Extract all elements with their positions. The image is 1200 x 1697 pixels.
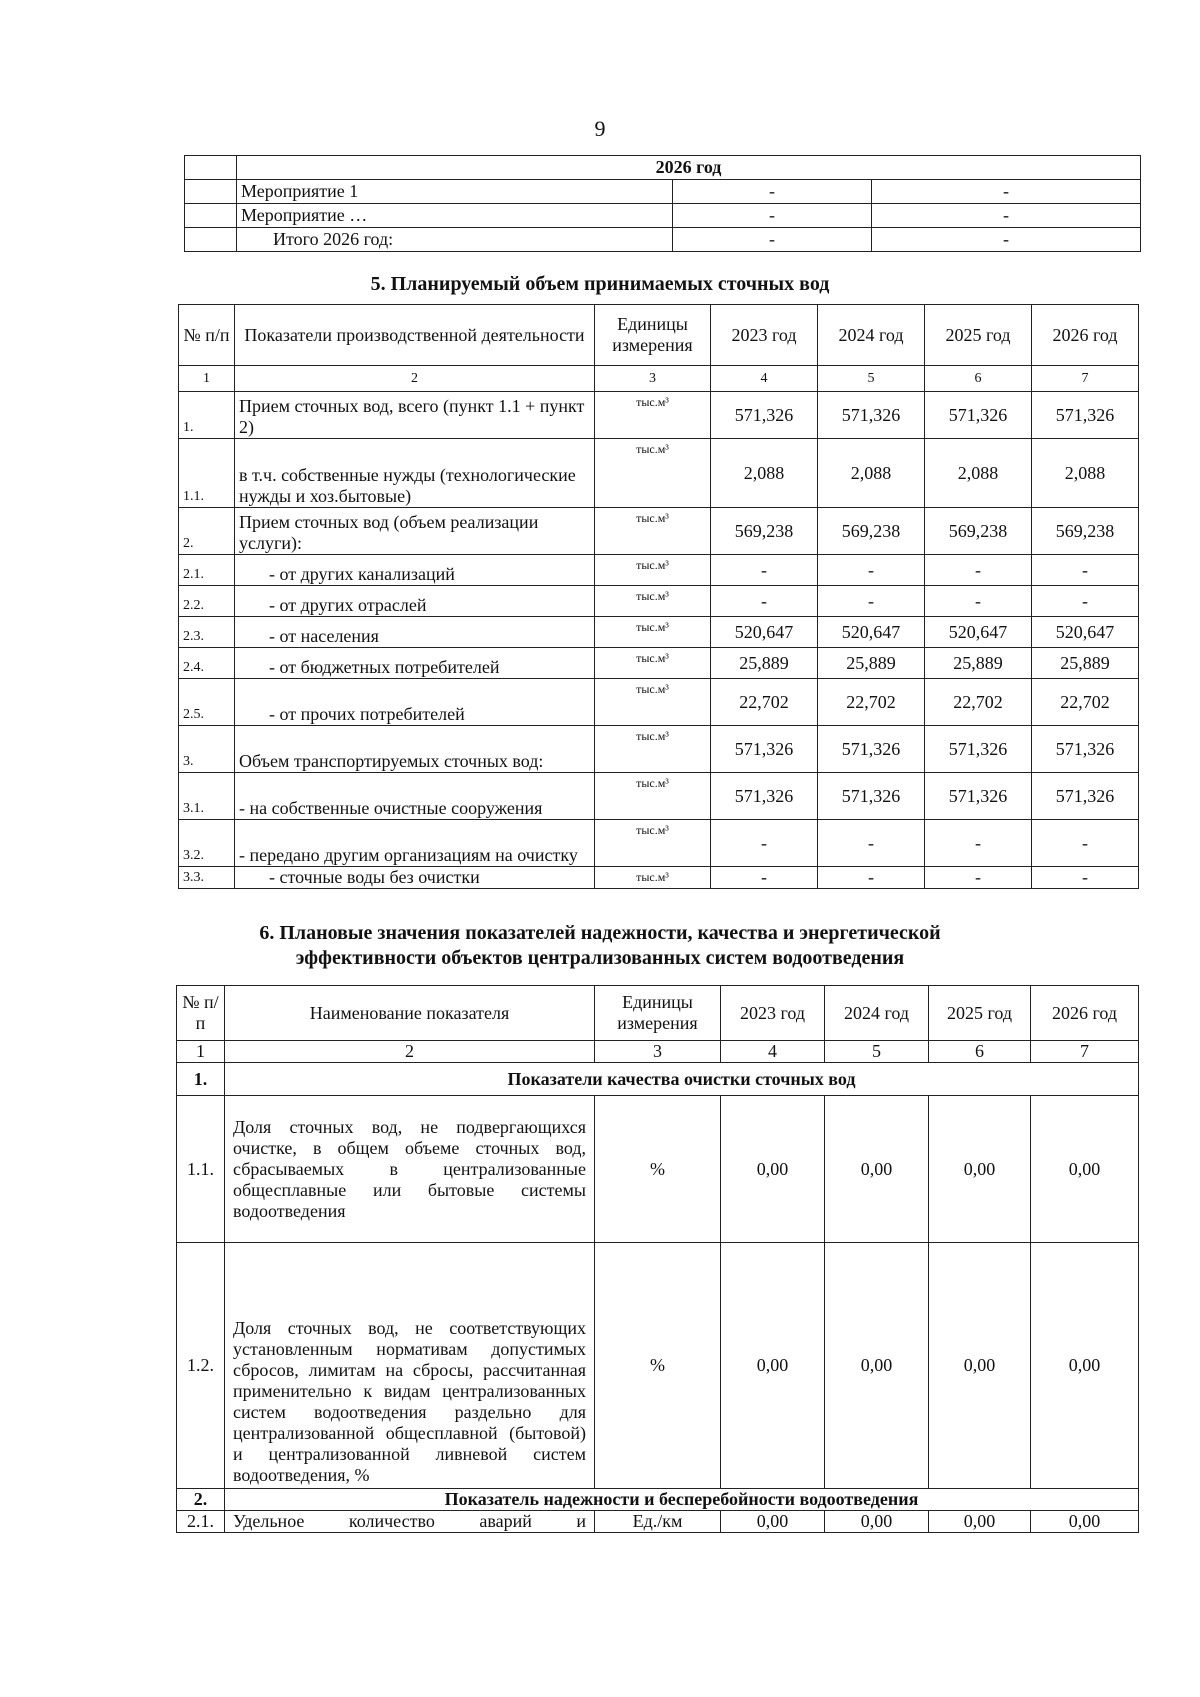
row-value: -	[925, 820, 1032, 867]
row-value: 25,889	[711, 648, 818, 679]
col-number: 6	[929, 1041, 1031, 1063]
row-value: 22,702	[1032, 679, 1139, 726]
row-name: Доля сточных вод, не соответствующих установленным нормативам допустимых сбросов, лимитам на сбросы, рассчитанная применительно к видам централизованных систем водоотведения раздельно для централизованной общесплавной (бытовой) и централизованной ливневой систем водоотведения, %	[225, 1243, 595, 1489]
top-measures-table	[184, 155, 1141, 252]
row-num: 1.	[179, 392, 235, 439]
row-num: 3.1.	[179, 773, 235, 820]
row-value: 569,238	[925, 508, 1032, 555]
row-num: 3.2.	[179, 820, 235, 867]
col-number: 2	[225, 1041, 595, 1063]
row-value: 571,326	[1032, 773, 1139, 820]
row-value: 22,702	[925, 679, 1032, 726]
header-2026: 2026 год	[1032, 305, 1139, 366]
header-num: № п/п	[177, 986, 225, 1041]
table-row	[179, 820, 1139, 867]
top-table-row-value: -	[872, 228, 1141, 252]
table-row	[179, 648, 1139, 679]
row-value: 22,702	[711, 679, 818, 726]
row-value: -	[711, 586, 818, 617]
row-value: 0,00	[825, 1243, 929, 1489]
row-value: 571,326	[818, 726, 925, 773]
col-number: 7	[1031, 1041, 1139, 1063]
row-value: -	[925, 867, 1032, 889]
top-table-row-value: -	[872, 204, 1141, 228]
row-name: Прием сточных вод (объем реализации услуги):	[235, 508, 595, 555]
row-value: -	[818, 867, 925, 889]
top-table-row-name: Мероприятие 1	[237, 180, 673, 204]
row-value: 571,326	[925, 773, 1032, 820]
group-title: Показатель надежности и бесперебойности водоотведения	[225, 1489, 1139, 1511]
row-value: 571,326	[711, 773, 818, 820]
row-name: - от населения	[235, 617, 595, 648]
header-2023: 2023 год	[721, 986, 825, 1041]
header-unit: Единицы измерения	[595, 986, 721, 1041]
row-num: 2.3.	[179, 617, 235, 648]
row-value: 520,647	[818, 617, 925, 648]
row-value: 0,00	[825, 1511, 929, 1533]
row-name: - сточные воды без очистки	[235, 867, 595, 889]
top-table-row-num	[185, 204, 237, 228]
top-table-row-value: -	[673, 180, 872, 204]
section5-table	[178, 304, 1139, 889]
col-number: 1	[179, 366, 235, 392]
row-value: 571,326	[925, 726, 1032, 773]
col-number: 4	[721, 1041, 825, 1063]
row-unit: тыс.м³	[595, 439, 711, 508]
row-value: -	[818, 555, 925, 586]
row-value: 0,00	[1031, 1096, 1139, 1243]
table-row	[179, 439, 1139, 508]
row-value: -	[1032, 820, 1139, 867]
header-2023: 2023 год	[711, 305, 818, 366]
row-value: 2,088	[818, 439, 925, 508]
group-num: 1.	[177, 1063, 225, 1096]
section6-title-line2: эффективности объектов централизованных систем водоотведения	[295, 947, 905, 969]
col-number: 2	[235, 366, 595, 392]
table-row	[179, 867, 1139, 889]
row-value: 2,088	[1032, 439, 1139, 508]
row-num: 1.1.	[179, 439, 235, 508]
row-num: 2.5.	[179, 679, 235, 726]
table-row	[179, 586, 1139, 617]
row-value: 0,00	[929, 1096, 1031, 1243]
top-table-row-value: -	[673, 204, 872, 228]
top-table-row-num	[185, 228, 237, 252]
row-value: 0,00	[721, 1096, 825, 1243]
section5-title: 5. Планируемый объем принимаемых сточных вод	[370, 273, 830, 295]
section6-title-line1: 6. Плановые значения показателей надежности, качества и энергетической	[259, 922, 941, 944]
header-2024: 2024 год	[825, 986, 929, 1041]
row-unit: тыс.м³	[595, 679, 711, 726]
row-name: - на собственные очистные сооружения	[235, 773, 595, 820]
row-value: 0,00	[1031, 1243, 1139, 1489]
row-num: 1.2.	[177, 1243, 225, 1489]
col-number: 1	[177, 1041, 225, 1063]
row-value: 2,088	[711, 439, 818, 508]
col-number: 4	[711, 366, 818, 392]
row-name: - от прочих потребителей	[235, 679, 595, 726]
row-value: 571,326	[711, 392, 818, 439]
row-name: - от бюджетных потребителей	[235, 648, 595, 679]
row-name: в т.ч. собственные нужды (технологические нужды и хоз.бытовые)	[235, 439, 595, 508]
row-name: - передано другим организациям на очистку	[235, 820, 595, 867]
header-2024: 2024 год	[818, 305, 925, 366]
row-num: 2.	[179, 508, 235, 555]
row-value: 569,238	[818, 508, 925, 555]
row-num: 3.	[179, 726, 235, 773]
row-value: -	[1032, 555, 1139, 586]
row-value: 0,00	[1031, 1511, 1139, 1533]
row-value: 571,326	[711, 726, 818, 773]
top-table-row-value: -	[673, 228, 872, 252]
row-value: -	[711, 820, 818, 867]
header-name: Показатели производственной деятельности	[235, 305, 595, 366]
row-value: -	[711, 555, 818, 586]
row-unit: тыс.м³	[595, 555, 711, 586]
row-value: 571,326	[1032, 392, 1139, 439]
group-title: Показатели качества очистки сточных вод	[225, 1063, 1139, 1096]
table-row	[179, 679, 1139, 726]
row-value: 0,00	[721, 1243, 825, 1489]
row-value: 0,00	[825, 1096, 929, 1243]
row-unit: тыс.м³	[595, 773, 711, 820]
row-name: Объем транспортируемых сточных вод:	[235, 726, 595, 773]
row-value: 520,647	[711, 617, 818, 648]
row-value: -	[925, 586, 1032, 617]
row-value: 25,889	[925, 648, 1032, 679]
top-table-total-label: Итого 2026 год:	[237, 228, 673, 252]
row-value: -	[925, 555, 1032, 586]
col-number: 3	[595, 1041, 721, 1063]
row-value: 2,088	[925, 439, 1032, 508]
row-name: - от других отраслей	[235, 586, 595, 617]
col-number: 6	[925, 366, 1032, 392]
row-name: Удельное количество аварий и	[225, 1511, 595, 1533]
section6-table	[176, 985, 1139, 1533]
row-value: 22,702	[818, 679, 925, 726]
row-value: -	[1032, 586, 1139, 617]
row-unit: тыс.м³	[595, 617, 711, 648]
header-num: № п/п	[179, 305, 235, 366]
row-num: 2.1.	[177, 1511, 225, 1533]
row-value: -	[818, 586, 925, 617]
row-unit: тыс.м³	[595, 867, 711, 889]
table-row	[179, 508, 1139, 555]
row-value: 0,00	[721, 1511, 825, 1533]
header-2025: 2025 год	[925, 305, 1032, 366]
page-number: 9	[594, 116, 606, 141]
row-value: 571,326	[818, 392, 925, 439]
row-value: 569,238	[1032, 508, 1139, 555]
table-row	[179, 555, 1139, 586]
header-name: Наименование показателя	[225, 986, 595, 1041]
row-value: 571,326	[1032, 726, 1139, 773]
row-value: 571,326	[925, 392, 1032, 439]
row-unit: %	[595, 1243, 721, 1489]
top-table-empty-cell	[185, 156, 237, 180]
row-num: 2.4.	[179, 648, 235, 679]
row-unit: тыс.м³	[595, 648, 711, 679]
col-number: 5	[825, 1041, 929, 1063]
row-value: -	[1032, 867, 1139, 889]
table-row	[179, 726, 1139, 773]
row-value: 569,238	[711, 508, 818, 555]
group-num: 2.	[177, 1489, 225, 1511]
row-value: 520,647	[1032, 617, 1139, 648]
row-unit: Ед./км	[595, 1511, 721, 1533]
row-value: 25,889	[818, 648, 925, 679]
row-num: 3.3.	[179, 867, 235, 889]
row-name: - от других канализаций	[235, 555, 595, 586]
row-value: -	[711, 867, 818, 889]
header-2026: 2026 год	[1031, 986, 1139, 1041]
row-value: 0,00	[929, 1511, 1031, 1533]
header-unit: Единицы измерения	[595, 305, 711, 366]
row-value: -	[818, 820, 925, 867]
row-name: Прием сточных вод, всего (пункт 1.1 + пункт 2)	[235, 392, 595, 439]
col-number: 5	[818, 366, 925, 392]
row-unit: тыс.м³	[595, 726, 711, 773]
col-number: 7	[1032, 366, 1139, 392]
table-row	[179, 392, 1139, 439]
table-row	[179, 773, 1139, 820]
col-number: 3	[595, 366, 711, 392]
header-2025: 2025 год	[929, 986, 1031, 1041]
top-table-row-num	[185, 180, 237, 204]
row-unit: тыс.м³	[595, 820, 711, 867]
row-num: 2.1.	[179, 555, 235, 586]
row-unit: тыс.м³	[595, 508, 711, 555]
row-unit: тыс.м³	[595, 586, 711, 617]
top-table-row-name: Мероприятие …	[237, 204, 673, 228]
row-value: 571,326	[818, 773, 925, 820]
row-value: 0,00	[929, 1243, 1031, 1489]
row-value: 520,647	[925, 617, 1032, 648]
table-row	[179, 617, 1139, 648]
top-table-row-value: -	[872, 180, 1141, 204]
row-name: Доля сточных вод, не подвергающихся очистке, в общем объеме сточных вод, сбрасываемых в централизованные общесплавные или бытовые системы водоотведения	[225, 1096, 595, 1243]
row-unit: %	[595, 1096, 721, 1243]
row-unit: тыс.м³	[595, 392, 711, 439]
row-value: 25,889	[1032, 648, 1139, 679]
top-table-year-heading: 2026 год	[237, 156, 1141, 180]
row-num: 2.2.	[179, 586, 235, 617]
row-num: 1.1.	[177, 1096, 225, 1243]
